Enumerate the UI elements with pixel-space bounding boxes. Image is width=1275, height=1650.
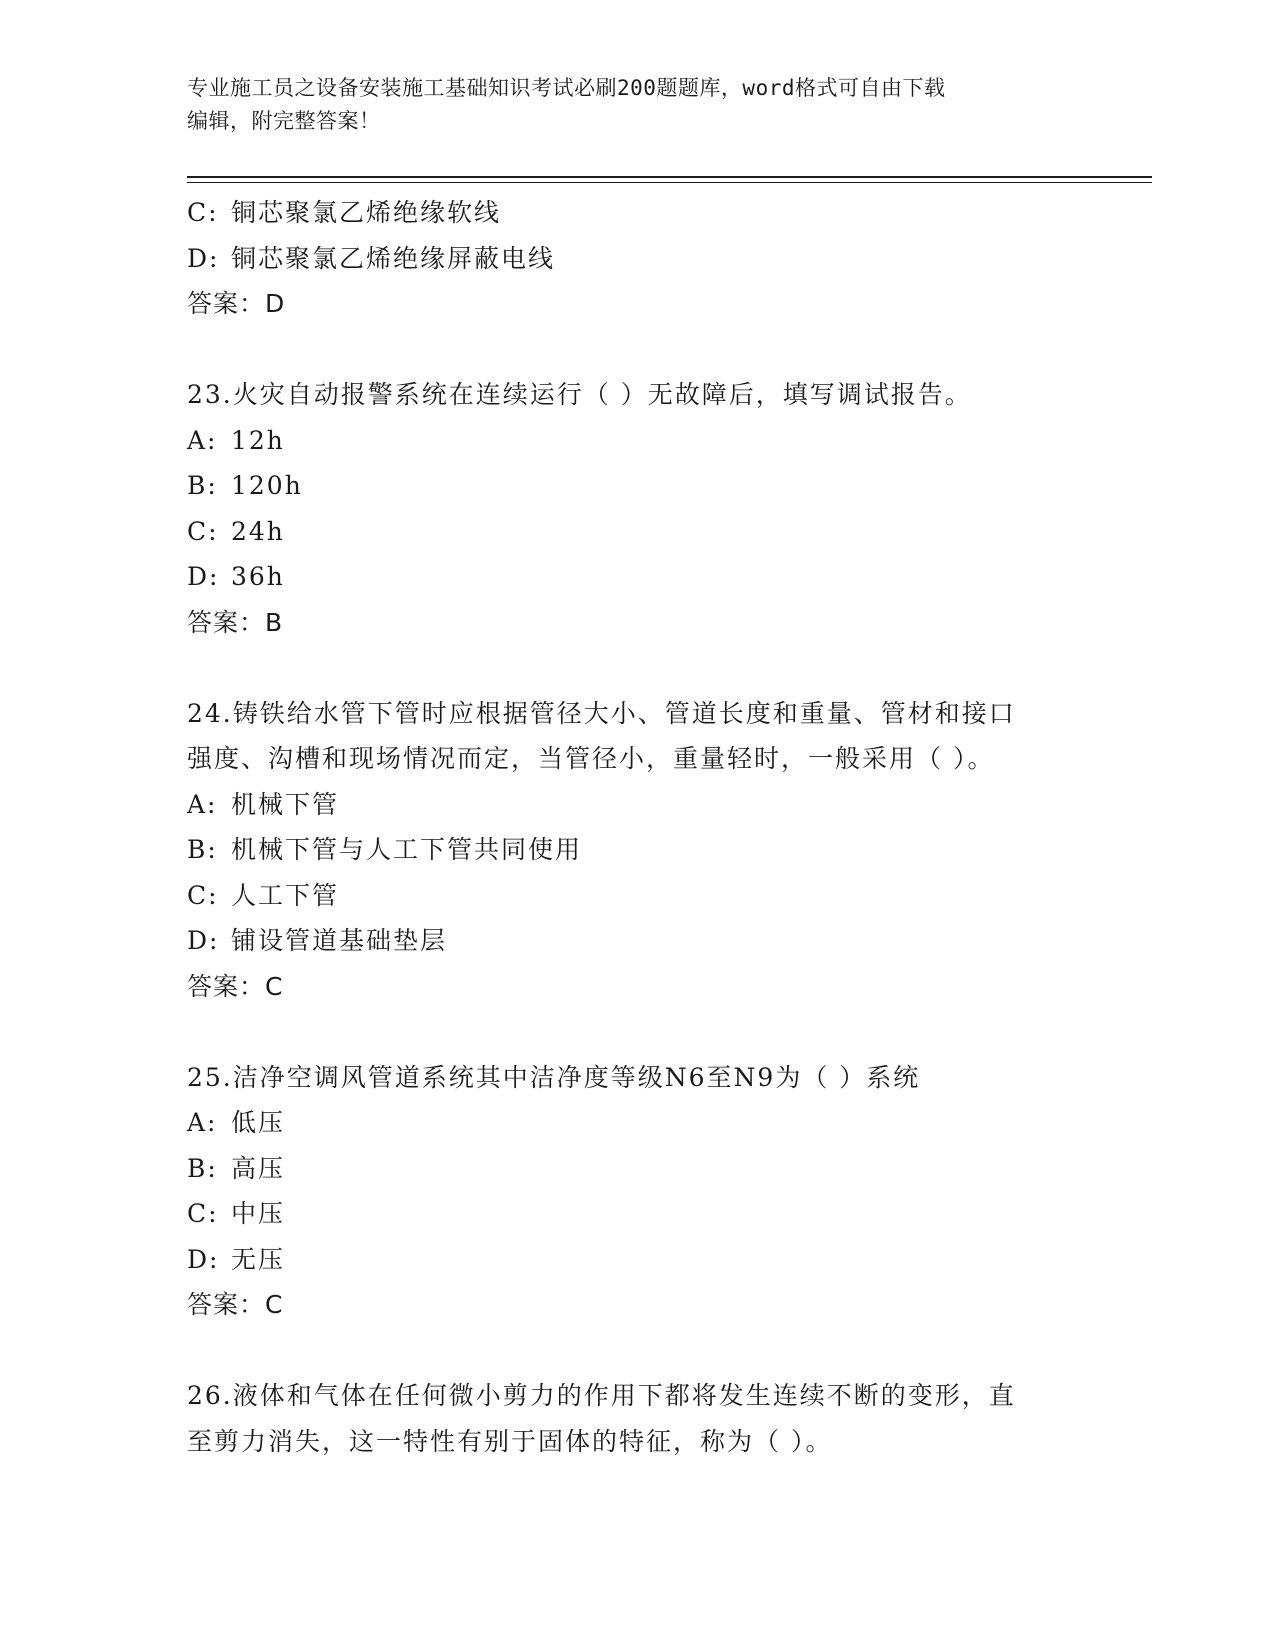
option-text: 无压	[231, 1244, 286, 1274]
option-text: 机械下管与人工下管共同使用	[231, 835, 583, 864]
option-letter: B:	[187, 1153, 218, 1183]
option-text: 铜芯聚氯乙烯绝缘软线	[231, 198, 502, 227]
option-line	[187, 463, 1107, 509]
option-line	[187, 509, 1107, 555]
option-text: 人工下管	[231, 880, 340, 910]
option-line	[187, 873, 1107, 919]
question-stem: 23.火灾自动报警系统在连续运行（ ）无故障后，填写调试报告。	[187, 380, 972, 409]
option-line	[187, 236, 1107, 282]
answer-line: 答案：C	[187, 971, 284, 1001]
option-text: 中压	[231, 1199, 286, 1228]
spacer	[187, 327, 1107, 373]
option-line	[187, 190, 1107, 236]
question-list	[187, 190, 1107, 1464]
option-letter: D:	[187, 926, 220, 955]
option-text: 铜芯聚氯乙烯绝缘屏蔽电线	[231, 243, 556, 273]
question-stem: 26.液体和气体在任何微小剪力的作用下都将发生连续不断的变形，直	[187, 1381, 1016, 1410]
option-text: 机械下管	[231, 789, 340, 819]
option-text: 低压	[231, 1108, 286, 1137]
option-letter: C:	[187, 880, 219, 910]
spacer	[187, 1009, 1107, 1055]
option-letter: C:	[187, 198, 219, 227]
question-stem: 至剪力消失，这一特性有别于固体的特征，称为（ ）。	[187, 1426, 833, 1456]
option-text: 24h	[231, 516, 285, 546]
option-letter: D:	[187, 243, 220, 273]
question-stem: 强度、沟槽和现场情况而定，当管径小，重量轻时，一般采用（ ）。	[187, 744, 995, 773]
option-letter: D:	[187, 562, 220, 591]
option-line	[187, 782, 1107, 828]
spacer	[187, 1328, 1107, 1374]
option-line	[187, 1146, 1107, 1192]
option-line	[187, 554, 1107, 600]
question-stem: 24.铸铁给水管下管时应根据管径大小、管道长度和重量、管材和接口	[187, 698, 1016, 728]
header-divider-thin	[187, 182, 1152, 183]
answer-line: 答案：D	[187, 289, 286, 318]
document-header	[187, 72, 1087, 138]
option-line	[187, 1100, 1107, 1146]
option-text: 铺设管道基础垫层	[231, 926, 448, 955]
option-line	[187, 418, 1107, 464]
option-text: 120h	[231, 471, 303, 500]
header-line-1: 专业施工员之设备安装施工基础知识考试必刷200题题库，word格式可自由下载	[187, 76, 946, 100]
option-letter: D:	[187, 1244, 220, 1274]
spacer	[187, 645, 1107, 691]
option-text: 高压	[231, 1153, 286, 1183]
option-text: 36h	[231, 562, 285, 591]
option-letter: A:	[187, 789, 218, 819]
option-text: 12h	[231, 425, 285, 455]
option-line	[187, 827, 1107, 873]
answer-line: 答案：B	[187, 607, 284, 637]
option-letter: A:	[187, 425, 218, 455]
header-divider-thick	[187, 176, 1152, 178]
option-letter: B:	[187, 835, 218, 864]
option-line	[187, 1237, 1107, 1283]
header-line-2: 编辑，附完整答案！	[187, 109, 381, 133]
option-letter: C:	[187, 516, 219, 546]
answer-line: 答案：C	[187, 1290, 284, 1319]
option-line	[187, 1191, 1107, 1237]
option-letter: A:	[187, 1108, 218, 1137]
option-letter: B:	[187, 471, 218, 500]
option-letter: C:	[187, 1199, 219, 1228]
question-stem: 25.洁净空调风管道系统其中洁净度等级N6至N9为（ ）系统	[187, 1062, 921, 1092]
option-line	[187, 918, 1107, 964]
